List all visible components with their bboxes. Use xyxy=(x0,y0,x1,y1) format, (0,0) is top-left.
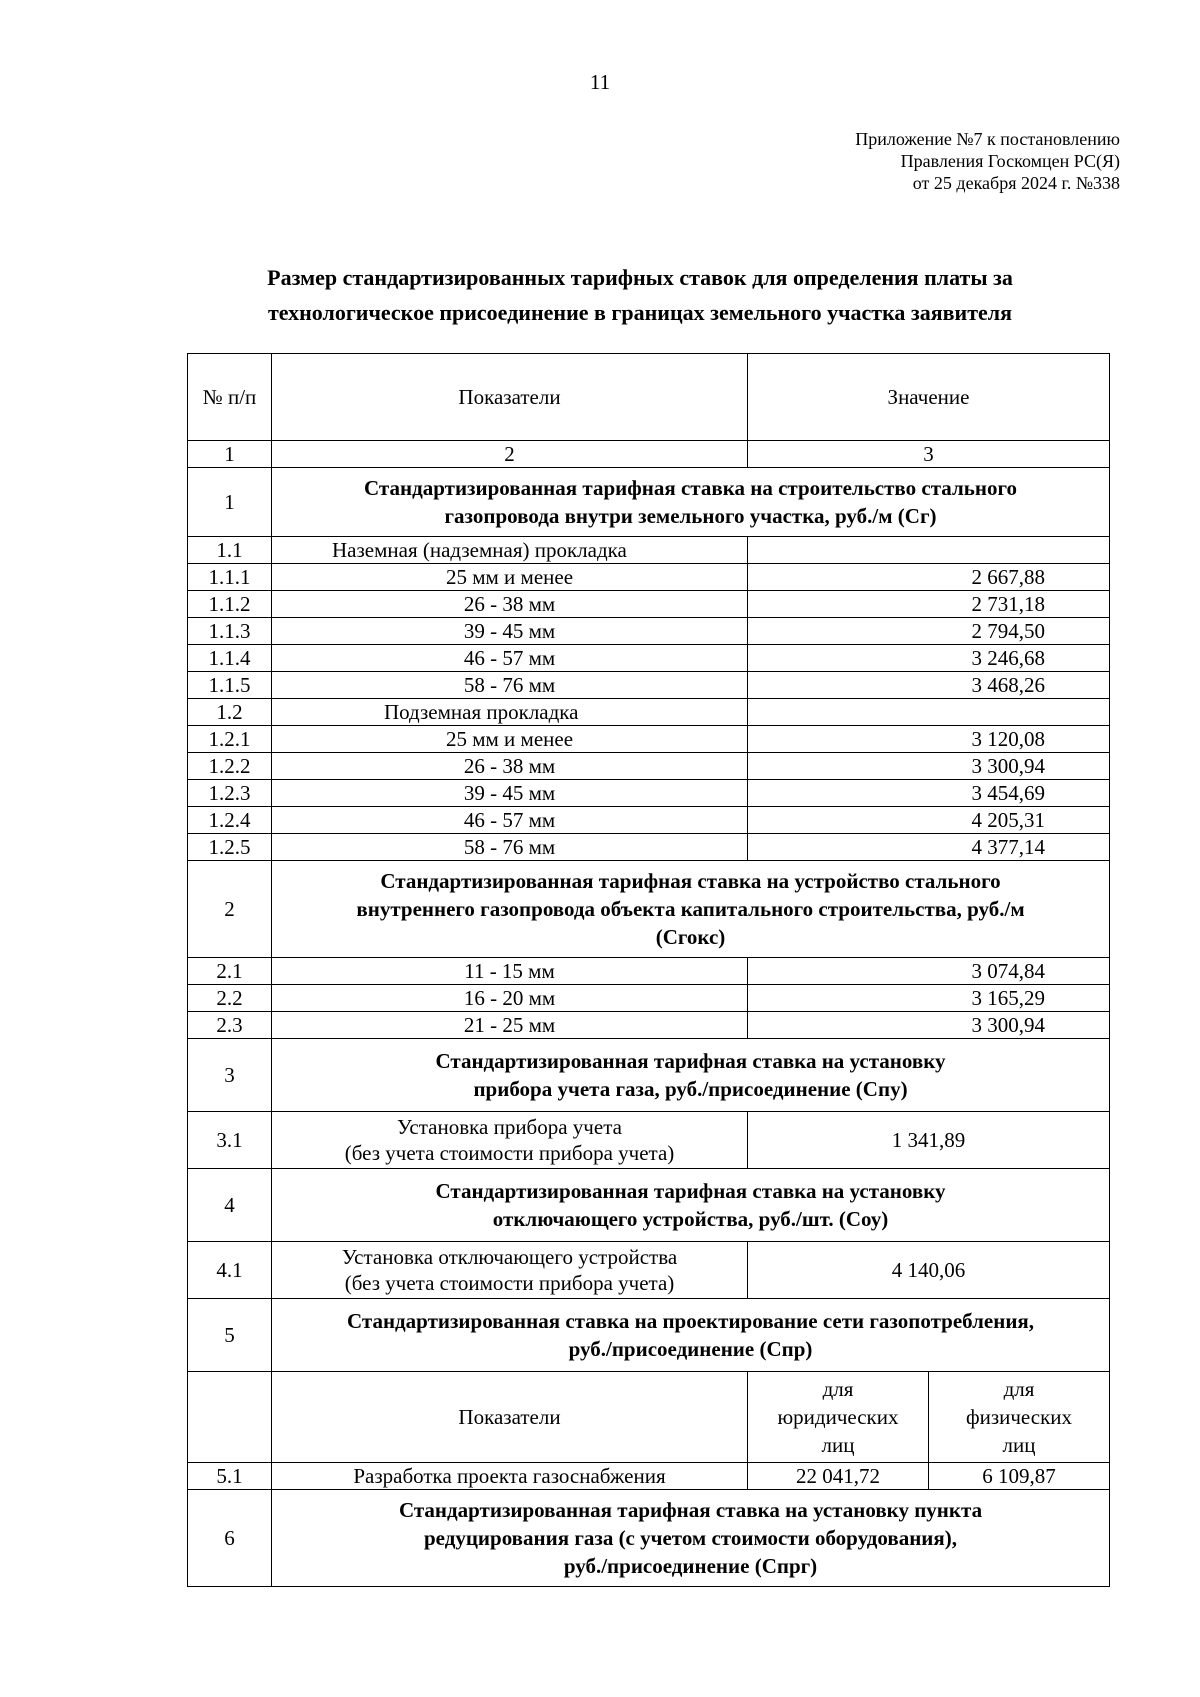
row-num: 1.1.5 xyxy=(188,672,272,699)
table-row xyxy=(188,1012,1110,1039)
row-num: 2.1 xyxy=(188,958,272,985)
table-row xyxy=(188,618,1110,645)
subheader-row xyxy=(188,1372,1110,1463)
table-row xyxy=(188,564,1110,591)
subheader-legal xyxy=(748,1372,929,1463)
row-label: 26 - 38 мм xyxy=(272,753,748,780)
row-num: 1.2.4 xyxy=(188,807,272,834)
row-label: 16 - 20 мм xyxy=(272,985,748,1012)
row-label-line: (без учета стоимости прибора учета) xyxy=(344,1141,675,1165)
row-label-line: (без учета стоимости прибора учета) xyxy=(344,1271,675,1295)
section-num: 2 xyxy=(188,861,272,958)
table-row xyxy=(188,807,1110,834)
document-title-line: технологическое присоединение в границах земельного участка заявителя xyxy=(267,300,1013,325)
section-title xyxy=(272,1039,1110,1112)
column-index-row xyxy=(188,441,1110,468)
row-label: 25 мм и менее xyxy=(272,564,748,591)
section-title-line: отключающего устройства, руб./шт. (Соу) xyxy=(492,1207,889,1231)
row-value: 3 454,69 xyxy=(748,780,1110,807)
header-indicators: Показатели xyxy=(272,354,748,441)
subheader-line: для xyxy=(1003,1377,1035,1401)
row-num: 1.2.2 xyxy=(188,753,272,780)
table-row xyxy=(188,672,1110,699)
table-row xyxy=(188,1463,1110,1490)
row-num: 4.1 xyxy=(188,1242,272,1299)
row-value: 3 300,94 xyxy=(748,753,1110,780)
row-label: Разработка проекта газоснабжения xyxy=(272,1463,748,1490)
column-index: 2 xyxy=(272,441,748,468)
section-title-line: руб./присоединение (Спрг) xyxy=(563,1554,818,1578)
row-label: 21 - 25 мм xyxy=(272,1012,748,1039)
row-num: 1.1.4 xyxy=(188,645,272,672)
row-label: 46 - 57 мм xyxy=(272,645,748,672)
row-label: 46 - 57 мм xyxy=(272,807,748,834)
group-label: Наземная (надземная) прокладка xyxy=(272,537,748,564)
subheader-line: для xyxy=(822,1377,854,1401)
section-num: 5 xyxy=(188,1299,272,1372)
row-label-line: Установка прибора учета xyxy=(397,1115,622,1139)
row-num: 3.1 xyxy=(188,1112,272,1169)
section-title xyxy=(272,1299,1110,1372)
section-title xyxy=(272,861,1110,958)
row-num: 2.3 xyxy=(188,1012,272,1039)
row-value: 3 074,84 xyxy=(748,958,1110,985)
section-title-line: Стандартизированная ставка на проектирование сети газопотребления, xyxy=(346,1309,1035,1333)
document-title-line: Размер стандартизированных тарифных ставок для определения платы за xyxy=(267,265,1013,290)
section-title xyxy=(272,1169,1110,1242)
table-header-row xyxy=(188,354,1110,441)
section-title-line: Стандартизированная тарифная ставка на устройство стального xyxy=(380,869,1001,893)
row-value: 3 300,94 xyxy=(748,1012,1110,1039)
section-num: 3 xyxy=(188,1039,272,1112)
section-num: 1 xyxy=(188,468,272,537)
subheader-line: лиц xyxy=(821,1433,855,1457)
tariff-table xyxy=(187,353,1110,1587)
row-value: 3 165,29 xyxy=(748,985,1110,1012)
appendix-line: Правления Госкомцен РС(Я) xyxy=(900,151,1120,171)
row-value: 4 377,14 xyxy=(748,834,1110,861)
row-num: 1.2.3 xyxy=(188,780,272,807)
row-value: 2 731,18 xyxy=(748,591,1110,618)
section-title-line: Стандартизированная тарифная ставка на установку xyxy=(435,1179,946,1203)
row-num: 1.1.2 xyxy=(188,591,272,618)
section-title xyxy=(272,468,1110,537)
appendix-line: Приложение №7 к постановлению xyxy=(855,129,1120,149)
subheader-physical xyxy=(929,1372,1110,1463)
section-row xyxy=(188,861,1110,958)
row-value: 4 205,31 xyxy=(748,807,1110,834)
group-label: Подземная прокладка xyxy=(272,699,748,726)
row-num: 1.2 xyxy=(188,699,272,726)
section-num: 6 xyxy=(188,1490,272,1587)
row-value: 2 667,88 xyxy=(748,564,1110,591)
row-label xyxy=(272,1242,748,1299)
row-value: 4 140,06 xyxy=(748,1242,1110,1299)
row-label: 58 - 76 мм xyxy=(272,834,748,861)
row-num: 5.1 xyxy=(188,1463,272,1490)
section-title-line: редуцирования газа (с учетом стоимости оборудования), xyxy=(423,1526,958,1550)
table-row xyxy=(188,985,1110,1012)
section-title-line: (Сгокс) xyxy=(655,925,726,949)
table-row xyxy=(188,780,1110,807)
column-index: 3 xyxy=(748,441,1110,468)
header-num: № п/п xyxy=(188,354,272,441)
page-number: 11 xyxy=(589,70,611,94)
table-row xyxy=(188,834,1110,861)
section-row xyxy=(188,1039,1110,1112)
row-num: 2.2 xyxy=(188,985,272,1012)
row-value: 3 246,68 xyxy=(748,645,1110,672)
section-row xyxy=(188,1490,1110,1587)
section-title-line: руб./присоединение (Спр) xyxy=(568,1337,813,1361)
row-label: 25 мм и менее xyxy=(272,726,748,753)
appendix-note xyxy=(855,128,1120,194)
section-title-line: Стандартизированная тарифная ставка на установку пункта xyxy=(398,1498,983,1522)
row-label: 39 - 45 мм xyxy=(272,618,748,645)
section-title-line: Стандартизированная тарифная ставка на установку xyxy=(435,1049,946,1073)
subheader-line: лиц xyxy=(1002,1433,1036,1457)
row-value: 3 120,08 xyxy=(748,726,1110,753)
row-value: 3 468,26 xyxy=(748,672,1110,699)
appendix-line: от 25 декабря 2024 г. №338 xyxy=(912,173,1120,193)
group-row xyxy=(188,537,1110,564)
row-num: 1.1.1 xyxy=(188,564,272,591)
section-row xyxy=(188,1169,1110,1242)
row-label: 26 - 38 мм xyxy=(272,591,748,618)
section-title-line: газопровода внутри земельного участка, руб./м (Сг) xyxy=(444,504,937,528)
subheader-line: физических xyxy=(965,1405,1073,1429)
table-row xyxy=(188,958,1110,985)
row-label: 58 - 76 мм xyxy=(272,672,748,699)
empty-value xyxy=(748,537,1110,564)
column-index: 1 xyxy=(188,441,272,468)
table-row xyxy=(188,645,1110,672)
subheader-line: юридических xyxy=(777,1405,899,1429)
empty-value xyxy=(748,699,1110,726)
empty-cell xyxy=(188,1372,272,1463)
section-row xyxy=(188,1299,1110,1372)
row-num: 1.1 xyxy=(188,537,272,564)
row-label: 39 - 45 мм xyxy=(272,780,748,807)
table-row xyxy=(188,726,1110,753)
group-row xyxy=(188,699,1110,726)
row-label xyxy=(272,1112,748,1169)
row-label-line: Установка отключающего устройства xyxy=(341,1245,678,1269)
document-title xyxy=(160,260,1120,330)
table-row xyxy=(188,753,1110,780)
row-num: 1.2.1 xyxy=(188,726,272,753)
section-num: 4 xyxy=(188,1169,272,1242)
section-title-line: Стандартизированная тарифная ставка на строительство стального xyxy=(364,476,1017,500)
row-value: 2 794,50 xyxy=(748,618,1110,645)
table-row xyxy=(188,591,1110,618)
section-title-line: внутреннего газопровода объекта капитального строительства, руб./м xyxy=(356,897,1025,921)
section-title-line: прибора учета газа, руб./присоединение (Спу) xyxy=(473,1077,908,1101)
row-value-physical: 6 109,87 xyxy=(929,1463,1110,1490)
section-title xyxy=(272,1490,1110,1587)
row-value-legal: 22 041,72 xyxy=(748,1463,929,1490)
table-row xyxy=(188,1242,1110,1299)
row-num: 1.2.5 xyxy=(188,834,272,861)
row-value: 1 341,89 xyxy=(748,1112,1110,1169)
section-row xyxy=(188,468,1110,537)
header-value: Значение xyxy=(748,354,1110,441)
row-num: 1.1.3 xyxy=(188,618,272,645)
subheader-indicators: Показатели xyxy=(272,1372,748,1463)
table-row xyxy=(188,1112,1110,1169)
row-label: 11 - 15 мм xyxy=(272,958,748,985)
